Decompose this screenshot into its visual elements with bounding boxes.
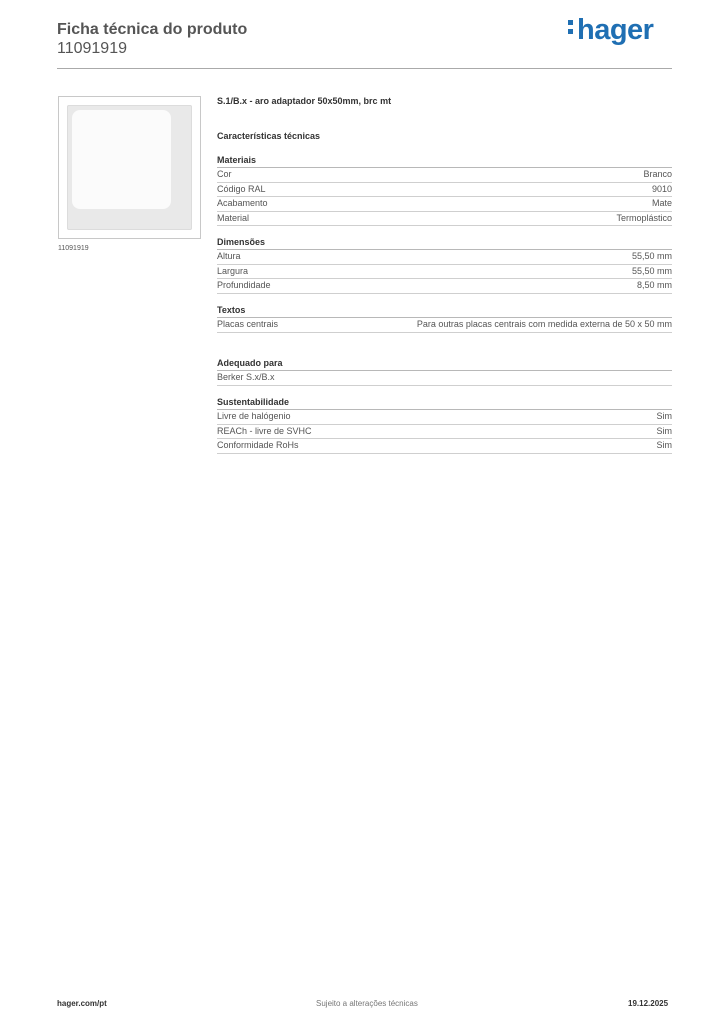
- section-textos: [217, 305, 672, 333]
- spec-row: [217, 197, 672, 212]
- logo-text: hager: [577, 14, 654, 46]
- tech-heading: Características técnicas: [217, 131, 321, 141]
- spec-row: [217, 318, 672, 333]
- spec-value: Mate: [651, 198, 672, 208]
- spec-label: REACh - livre de SVHC: [217, 425, 312, 436]
- spec-row: [217, 168, 672, 183]
- spec-value: 55,50 mm: [631, 251, 672, 261]
- spec-row: [217, 265, 672, 280]
- product-name: S.1/B.x - aro adaptador 50x50mm, brc mt: [217, 96, 392, 106]
- product-code: 11091919: [57, 40, 127, 57]
- header-divider: [57, 68, 672, 69]
- spec-value: 55,50 mm: [631, 265, 672, 276]
- spec-label: Placas centrais: [217, 319, 279, 329]
- spec-value: Para outras placas centrais com medida externa de 50 x 50 mm: [416, 319, 672, 329]
- spec-label: Livre de halógenio: [217, 411, 291, 421]
- spec-row: [217, 250, 672, 265]
- spec-label: Profundidade: [217, 280, 271, 290]
- spec-value: Termoplástico: [616, 212, 672, 223]
- spec-value: 8,50 mm: [636, 280, 672, 290]
- page-title: Ficha técnica do produto: [57, 21, 248, 38]
- footer-date: 19.12.2025: [628, 999, 669, 1008]
- section-adequado: [217, 358, 672, 386]
- section-sustentabilidade: [217, 397, 672, 454]
- footer-website-link[interactable]: hager.com/pt: [57, 999, 107, 1008]
- spec-value: Branco: [643, 169, 672, 179]
- spec-label: Largura: [217, 265, 249, 276]
- section-dimensoes: [217, 237, 672, 294]
- spec-label: Altura: [217, 251, 241, 261]
- section-title: Materiais: [217, 155, 672, 168]
- spec-label: Cor: [217, 169, 232, 179]
- image-caption: 11091919: [58, 245, 89, 252]
- spec-label: Código RAL: [217, 183, 266, 194]
- spec-value: Sim: [656, 425, 672, 436]
- spec-label: Acabamento: [217, 198, 268, 208]
- spec-value: Sim: [656, 440, 672, 450]
- spec-label: Conformidade RoHs: [217, 440, 299, 450]
- logo-dots-icon: [568, 17, 574, 37]
- spec-row: [217, 279, 672, 294]
- spec-value: Sim: [656, 411, 672, 421]
- spec-row: [217, 425, 672, 440]
- spec-row: [217, 212, 672, 227]
- hager-logo: [568, 14, 653, 47]
- spec-row: [217, 183, 672, 198]
- spec-label: Berker S.x/B.x: [217, 372, 275, 382]
- spec-row: [217, 410, 672, 425]
- section-title: Sustentabilidade: [217, 397, 672, 410]
- section-title: Dimensões: [217, 237, 672, 250]
- footer-notice: Sujeito a alterações técnicas: [316, 999, 418, 1008]
- spec-label: Material: [217, 212, 250, 223]
- spec-row: [217, 371, 672, 386]
- section-title: Adequado para: [217, 358, 672, 371]
- spec-row: [217, 439, 672, 454]
- spec-value: 9010: [651, 183, 672, 194]
- adapter-frame-opening: [72, 110, 171, 209]
- section-title: Textos: [217, 305, 672, 318]
- section-materiais: [217, 155, 672, 226]
- product-image: [58, 96, 201, 239]
